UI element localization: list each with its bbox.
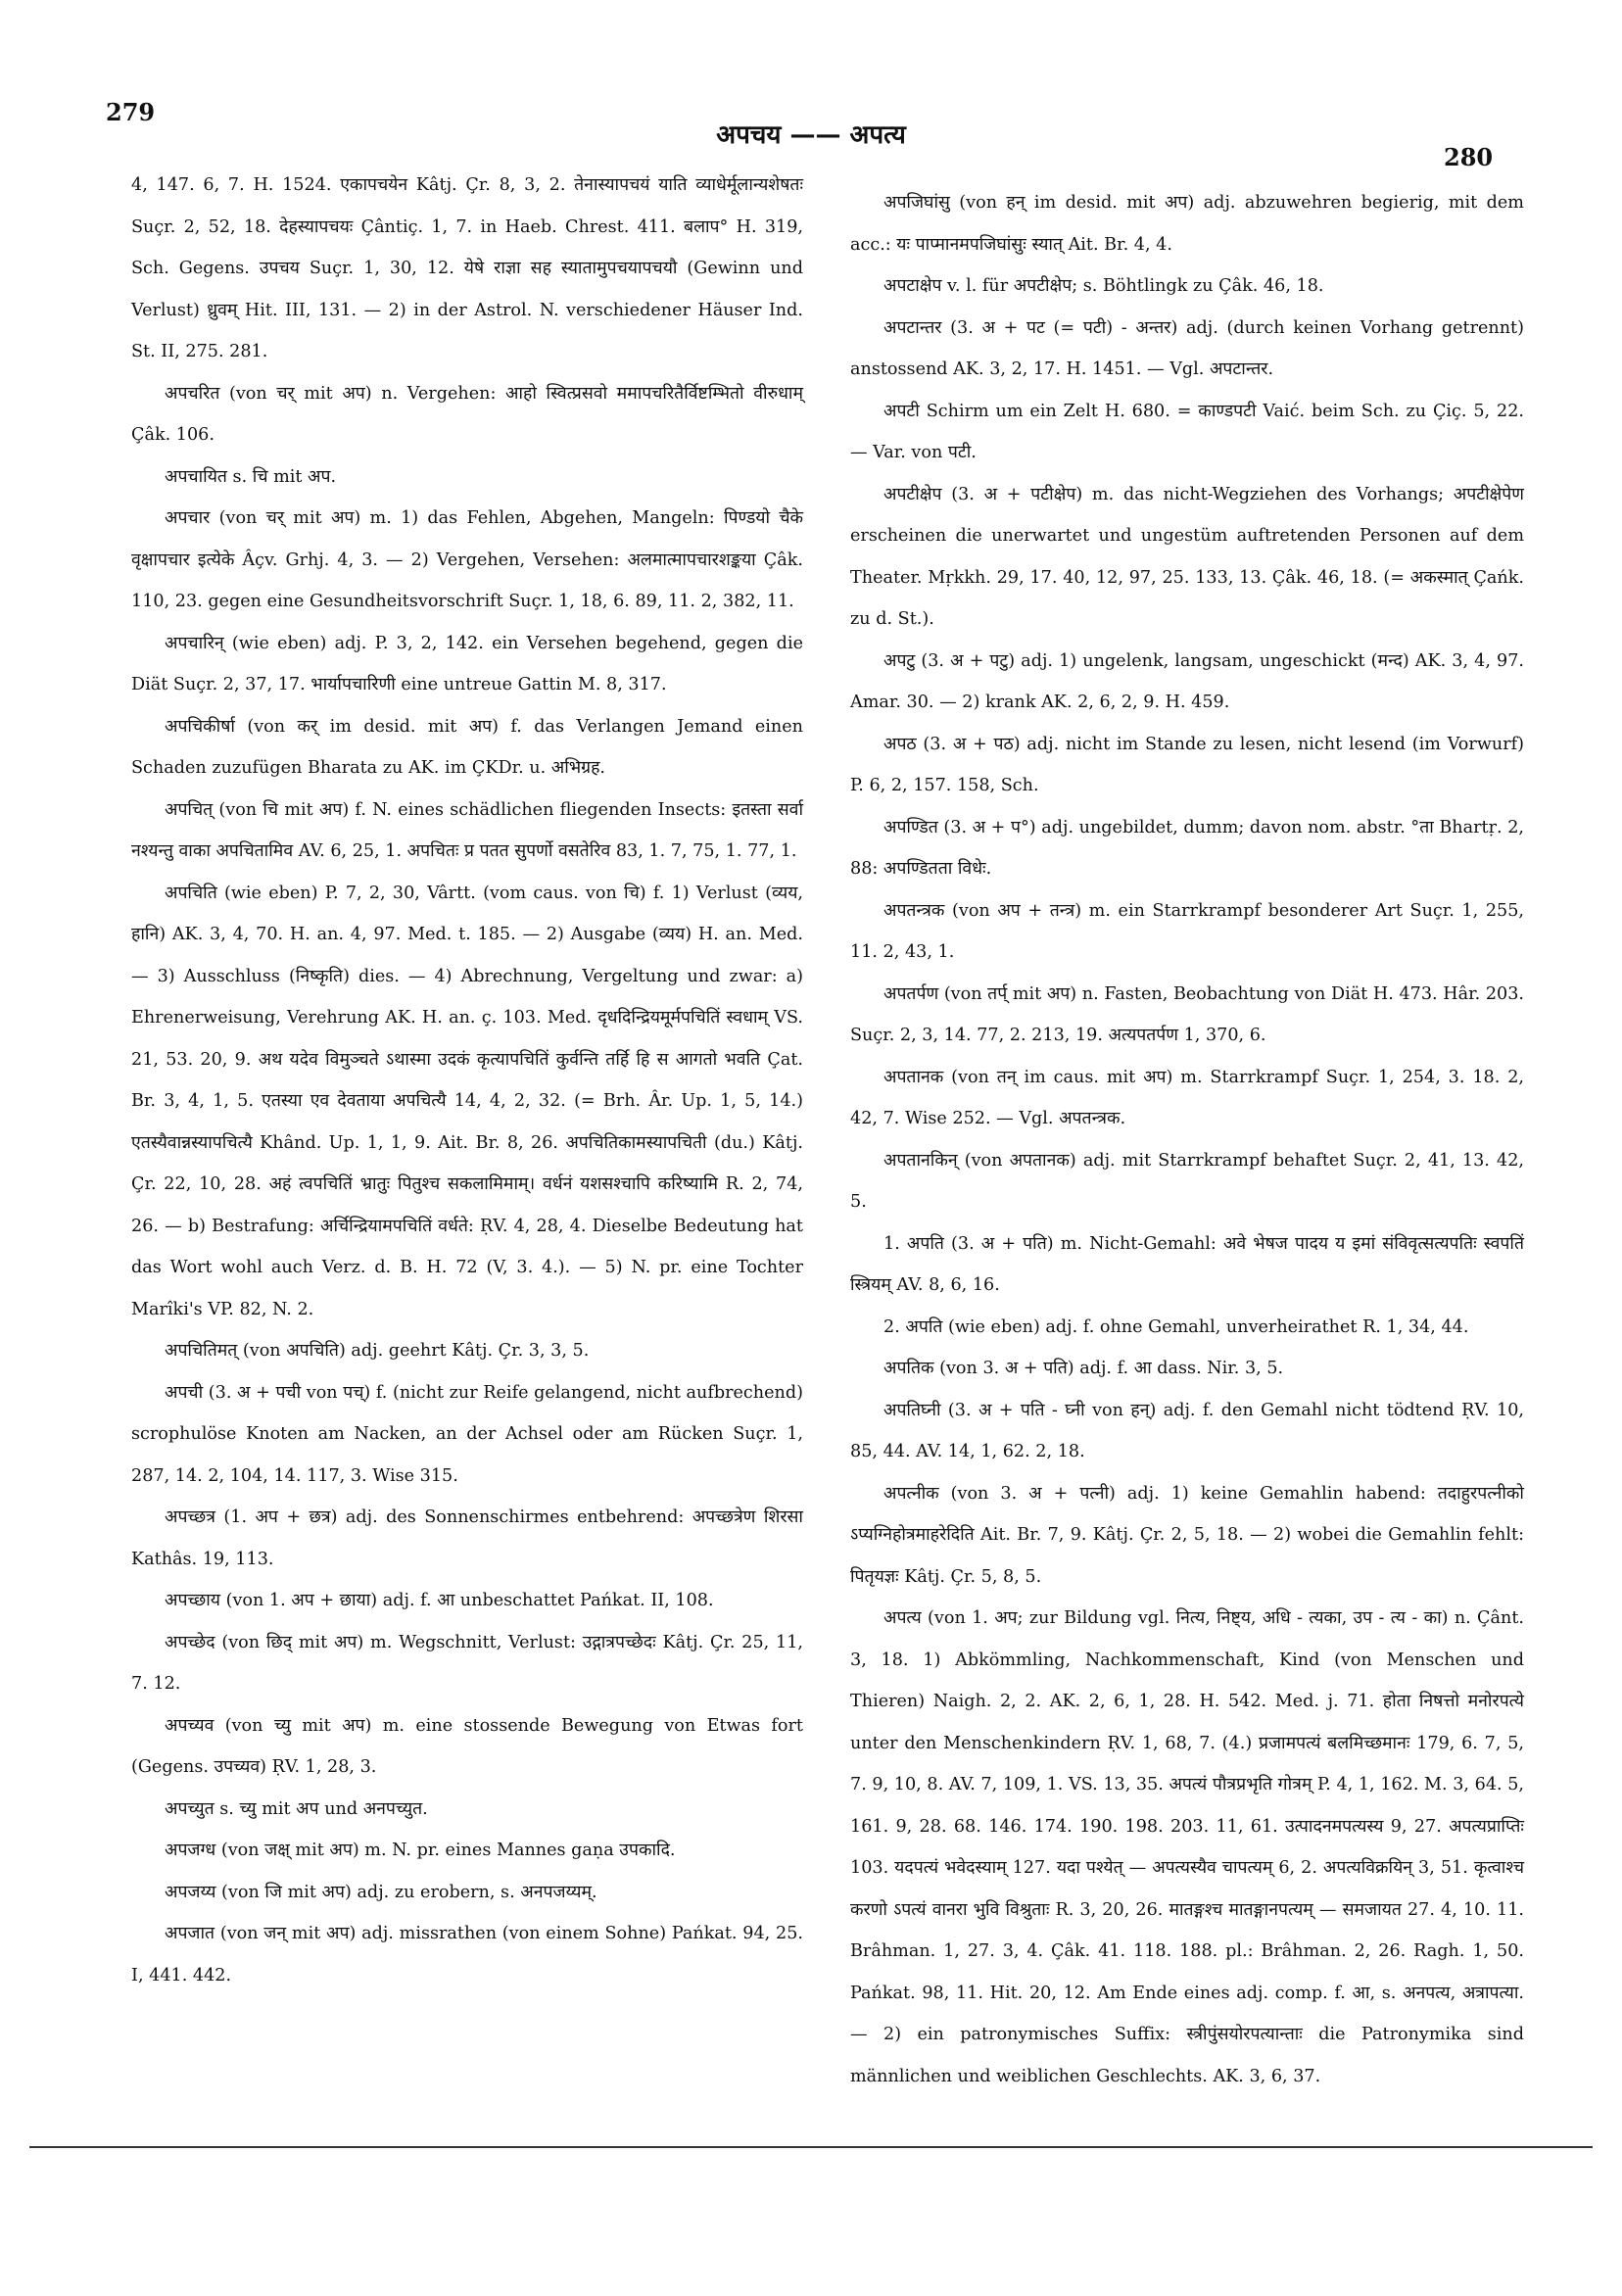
dictionary-entry: अपच्छेद (von छिद् mit अप) m. Wegschnitt, Verlust: उद्गात्रपच्छेदः Kâtj. Çr. 25, 11, 7. 12.: [131, 1632, 803, 1694]
dictionary-entry: अपतिक (von 3. अ + पति) adj. f. आ dass. Nir. 3, 5.: [883, 1359, 1284, 1378]
dictionary-entry: अपच्यव (von च्यु mit अप) m. eine stossende Bewegung von Etwas fort (Gegens. उपच्यव) ṚV. 1, 28, 3.: [131, 1715, 803, 1777]
dictionary-entry: अपचितिमत् (von अपचिति) adj. geehrt Kâtj. Çr. 3, 3, 5.: [165, 1341, 590, 1361]
dictionary-entry: अपत्य (von 1. अप; zur Bildung vgl. नित्य, निष्ट्य, अधि - त्यका, उप - त्य - का) n. Çânt. 3, 18. 1) Abkömmling, Nachkommenschaft, Kind (von Menschen und Thieren) Naigh. 2, 2. AK. 2, 6, 1, 28. H. 542. Med. j. 71. होता निषत्तो मनोरपत्ये unter den Menschenkindern ṚV. 1, 68, 7. (4.) प्रजामपत्यं बलमिच्छमानः 179, 6. 7, 5, 7. 9, 10, 8. AV. 7, 109, 1. VS. 13, 35. अपत्यं पौत्रप्रभृति गोत्रम् P. 4, 1, 162. M. 3, 64. 5, 161. 9, 28. 68. 146. 174. 190. 198. 203. 11, 61. उत्पादनमपत्यस्य 9, 27. अपत्यप्राप्तिः 103. यदपत्यं भवेदस्याम् 127. यदा पश्येत् — अपत्यस्यैव चापत्यम् 6, 2. अपत्यविक्रयिन् 3, 51. कृत्वाश्च करणो ऽपत्यं वानरा भुवि विश्रुताः R. 3, 20, 26. मातङ्गश्च मातङ्गानपत्यम् — समजायत 27. 4, 10. 11. Brâhman. 1, 27. 3, 4. Çâk. 41. 118. 188. pl.: Brâhman. 2, 26. Ragh. 1, 50. Pańkat. 98, 11. Hit. 20, 12. Am Ende eines adj. comp. f. आ, s. अनपत्य, अत्रापत्या. — 2) ein patronymisches Suffix: स्त्रीपुंसयोरपत्यान्ताः die Patronymika sind männlichen und weiblichen Geschlechts. AK. 3, 6, 37.: [850, 1608, 1524, 2086]
dictionary-entry: अपतानकिन् (von अपतानक) adj. mit Starrkrampf behaftet Suçr. 2, 41, 13. 42, 5.: [850, 1150, 1524, 1212]
dictionary-entry: अपचिकीर्षा (von कर् im desid. mit अप) f. das Verlangen Jemand einen Schaden zuzufügen Bharata zu AK. im ÇKDr. u. अभिग्रह.: [131, 716, 803, 778]
dictionary-entry: अपतानक (von तन् im caus. mit अप) m. Starrkrampf Suçr. 1, 254, 3. 18. 2, 42, 7. Wise 252. — Vgl. अपतन्त्रक.: [850, 1067, 1524, 1128]
dictionary-entry: अपचार (von चर् mit अप) m. 1) das Fehlen, Abgehen, Mangeln: पिण्डयो चैके वृक्षापचार इत्येके Âçv. Grhj. 4, 3. — 2) Vergehen, Versehen: अलमात्मापचारशङ्कया Çâk. 110, 23. gegen eine Gesundheitsvorschrift Suçr. 1, 18, 6. 89, 11. 2, 382, 11.: [131, 508, 803, 611]
dictionary-entry: अपटु (3. अ + पटु) adj. 1) ungelenk, langsam, ungeschickt (मन्द) AK. 3, 4, 97. Amar. 30. — 2) krank AK. 2, 6, 2, 9. H. 459.: [850, 650, 1524, 712]
dictionary-entry: अपण्डित (3. अ + प°) adj. ungebildet, dumm; davon nom. abstr. °ता Bhartṛ. 2, 88: अपण्डितता विधेः.: [850, 817, 1524, 879]
dictionary-entry: अपच्छाय (von 1. अप + छाया) adj. f. आ unbeschattet Pańkat. II, 108.: [165, 1591, 714, 1610]
running-head: अपचय —— अपत्य: [716, 120, 906, 150]
dictionary-entry: अपचायित s. चि mit अप.: [165, 466, 337, 487]
dictionary-entry: अपजात (von जन् mit अप) adj. missrathen (von einem Sohne) Pańkat. 94, 25. I, 441. 442.: [131, 1924, 803, 1985]
dictionary-entry: अपटी Schirm um ein Zelt H. 680. = काण्डपटी Vaić. beim Sch. zu Çiç. 5, 22. — Var. von पटी.: [850, 401, 1524, 462]
dictionary-entry: अपजग्ध (von जक्ष् mit अप) m. N. pr. eines Mannes gaṇa उपकादि.: [165, 1841, 676, 1860]
dictionary-entry: अपच्छत्र (1. अप + छत्र) adj. des Sonnenschirmes entbehrend: अपच्छत्रेण शिरसा Kathâs. 19, 113.: [131, 1507, 803, 1569]
dictionary-entry: अपजिघांसु (von हन् im desid. mit अप) adj. abzuwehren begierig, mit dem acc.: यः पाप्मानमपजिघांसुः स्यात् Ait. Br. 4, 4.: [850, 193, 1524, 255]
dictionary-entry: अपजय्य (von जि mit अप) adj. zu erobern, s. अनपजय्यम्.: [165, 1882, 597, 1902]
dictionary-entry: अपटीक्षेप (3. अ + पटीक्षेप) m. das nicht-Wegziehen des Vorhangs; अपटीक्षेपेण erscheinen die unerwartet und ungestüm auftretenden Personen auf dem Theater. Mṛkkh. 29, 17. 40, 12, 97, 25. 133, 13. Çâk. 46, 18. (= अकस्मात् Çańk. zu d. St.).: [850, 484, 1524, 629]
dictionary-entry: अपत्नीक (von 3. अ + पत्नी) adj. 1) keine Gemahlin habend: तदाहुरपत्नीको ऽप्यग्निहोत्रमाहरेदिति Ait. Br. 7, 9. Kâtj. Çr. 2, 5, 18. — 2) wobei die Gemahlin fehlt: पितृयज्ञः Kâtj. Çr. 5, 8, 5.: [850, 1483, 1524, 1587]
dictionary-entry: अपची (3. अ + पची von पच्) f. (nicht zur Reife gelangend, nicht aufbrechend) scrophulöse Knoten am Nacken, an der Achsel oder am Rücken Suçr. 1, 287, 14. 2, 104, 14. 117, 3. Wise 315.: [131, 1382, 803, 1486]
footer-rule: [29, 2146, 1593, 2148]
left-column: [131, 165, 803, 1996]
dictionary-entry: अपचिति (wie eben) P. 7, 2, 30, Vârtt. (vom caus. von चि) f. 1) Verlust (व्यय, हानि) AK. 3, 4, 70. H. an. 4, 97. Med. t. 185. — 2) Ausgabe (व्यय) H. an. Med. — 3) Ausschluss (निष्कृति) dies. — 4) Abrechnung, Vergeltung und zwar: a) Ehrenerweisung, Verehrung AK. H. an. ç. 103. Med. दृधदिन्द्रियमूर्मपचितिं स्वधाम् VS. 21, 53. 20, 9. अथ यदेव विमुञ्चते ऽथास्मा उदकं कृत्यापचितिं कुर्वन्ति तर्हि हि स आगतो भवति Çat. Br. 3, 4, 1, 5. एतस्या एव देवताया अपचित्यै 14, 4, 2, 32. (= Brh. Âr. Up. 1, 5, 14.) एतस्यैवान्नस्यापचित्यै Khând. Up. 1, 1, 9. Ait. Br. 8, 26. अपचितिकामस्यापचिती (du.) Kâtj. Çr. 22, 10, 28. अहं त्वपचितिं भ्रातुः पितुश्च सकलामिमाम्। वर्धनं यशसश्चापि करिष्यामि R. 2, 74, 26. — b) Bestrafung: अर्चिन्द्रियामपचितिं वर्धते: ṚV. 4, 28, 4. Dieselbe Bedeutung hat das Wort wohl auch Verz. d. B. H. 72 (V, 3. 4.). — 5) N. pr. eine Tochter Marîki's VP. 82, N. 2.: [131, 883, 803, 1319]
dictionary-entry: 2. अपति (wie eben) adj. f. ohne Gemahl, unverheirathet R. 1, 34, 44.: [883, 1316, 1469, 1337]
dictionary-entry: अपचारिन् (wie eben) adj. P. 3, 2, 142. ein Versehen begehend, gegen die Diät Suçr. 2, 37, 17. भार्यापचारिणी eine untreue Gattin M. 8, 317.: [131, 633, 803, 694]
dictionary-entry: अपचित् (von चि mit अप) f. N. eines schädlichen fliegenden Insects: इतस्ता सर्वा नश्यन्तु वाका अपचितामिव AV. 6, 25, 1. अपचितः प्र पतत सुपर्णो वसतेरिव 83, 1. 7, 75, 1. 77, 1.: [131, 799, 803, 861]
dictionary-entry: 4, 147. 6, 7. H. 1524. एकापचयेन Kâtj. Çr. 8, 3, 2. तेनास्यापचयं याति व्याधेर्मूलान्यशेषतः Suçr. 2, 52, 18. देहस्यापचयः Çântiç. 1, 7. in Haeb. Chrest. 411. बलाप° H. 319, Sch. Gegens. उपचय Suçr. 1, 30, 12. येषे राज्ञा सह स्यातामुपचयापचयौ (Gewinn und Verlust) ध्रुवम् Hit. III, 131. — 2) in der Astrol. N. verschiedener Häuser Ind. St. II, 275. 281.: [131, 175, 803, 361]
dictionary-entry: अपटाक्षेप v. l. für अपटीक्षेप; s. Böhtlingk zu Çâk. 46, 18.: [883, 276, 1324, 296]
dictionary-entry: अपतन्त्रक (von अप + तन्त्र) m. ein Starrkrampf besonderer Art Suçr. 1, 255, 11. 2, 43, 1.: [850, 900, 1524, 962]
dictionary-entry: अपचरित (von चर् mit अप) n. Vergehen: आहो स्वित्प्रसवो ममापचरितैर्विष्टम्भितो वीरुधाम् Çâk. 106.: [131, 383, 803, 445]
left-page-number: 279: [106, 98, 156, 126]
dictionary-entry: अपतिघ्नी (3. अ + पति - घ्नी von हन्) adj. f. den Gemahl nicht tödtend ṚV. 10, 85, 44. AV. 14, 1, 62. 2, 18.: [850, 1400, 1524, 1461]
dictionary-entry: अपतर्पण (von तर्प् mit अप) n. Fasten, Beobachtung von Diät H. 473. Hâr. 203. Suçr. 2, 3, 14. 77, 2. 213, 19. अत्यपतर्पण 1, 370, 6.: [850, 983, 1524, 1045]
dictionary-entry: 1. अपति (3. अ + पति) m. Nicht-Gemahl: अवे भेषज पादय य इमां संविवृत्सत्यपतिः स्वपतिं स्त्रियम् AV. 8, 6, 16.: [850, 1233, 1524, 1295]
dictionary-entry: अपठ (3. अ + पठ) adj. nicht im Stande zu lesen, nicht lesend (im Vorwurf) P. 6, 2, 157. 158, Sch.: [850, 734, 1524, 795]
right-page-number: 280: [1444, 143, 1494, 171]
right-column: [850, 182, 1524, 2097]
dictionary-entry: अपटान्तर (3. अ + पट (= पटी) - अन्तर) adj. (durch keinen Vorhang getrennt) anstossend AK. 3, 2, 17. H. 1451. — Vgl. अपटान्तर.: [850, 317, 1524, 379]
dictionary-entry: अपच्युत s. च्यु mit अप und अनपच्युत.: [165, 1798, 428, 1819]
